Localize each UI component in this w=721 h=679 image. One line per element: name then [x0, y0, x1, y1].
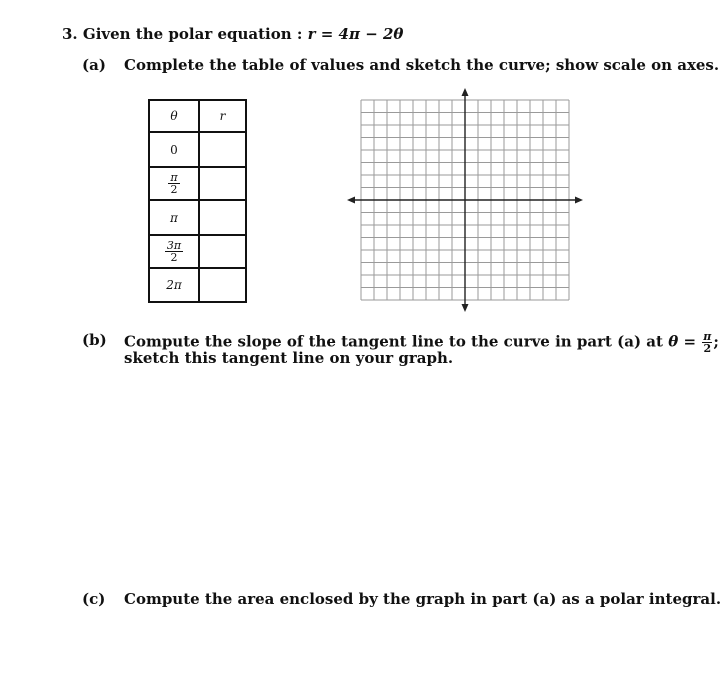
- part-b-text: Compute the slope of the tangent line to the curve in part (a) at: [124, 332, 663, 351]
- y-axis-up-arrow-icon: [462, 88, 469, 96]
- header-theta: θ: [170, 109, 178, 123]
- header-r: r: [219, 109, 226, 123]
- table-row: [149, 132, 246, 167]
- r-value-cell[interactable]: [199, 167, 246, 200]
- r-value-cell[interactable]: [199, 200, 246, 235]
- part-b-label: (b): [82, 331, 107, 349]
- part-c-label: (c): [82, 590, 106, 608]
- r-value-cell[interactable]: [199, 132, 246, 167]
- theta-value: 0: [170, 142, 178, 157]
- frac-denominator: 2: [170, 182, 178, 196]
- equals-sign: =: [683, 332, 697, 351]
- part-a-label: (a): [82, 56, 106, 74]
- table-row: [149, 268, 246, 302]
- polar-equation: r = 4π − 2θ: [307, 25, 404, 43]
- values-table: [148, 99, 247, 303]
- theta-fraction: [168, 172, 179, 195]
- r-value-cell[interactable]: [199, 235, 246, 268]
- table-row: [149, 167, 246, 200]
- table-row: [149, 235, 246, 268]
- part-b-text-line2: sketch this tangent line on your graph.: [124, 349, 454, 367]
- part-c-text: Compute the area enclosed by the graph in part (a) as a polar integral.: [124, 590, 721, 608]
- theta-value: 2π: [166, 278, 182, 292]
- frac-denominator: 2: [170, 250, 178, 264]
- y-axis-down-arrow-icon: [462, 304, 469, 312]
- x-axis-left-arrow-icon: [347, 197, 355, 204]
- frac-numerator: π: [170, 170, 178, 184]
- frac-numerator: 3π: [166, 238, 182, 252]
- problem-prompt: Given the polar equation :: [82, 25, 303, 43]
- part-a-text: Complete the table of values and sketch the curve; show scale on axes.: [124, 56, 720, 74]
- table-header-row: [149, 100, 246, 132]
- graph-grid[interactable]: [345, 86, 585, 314]
- frac-denominator: 2: [703, 342, 712, 355]
- r-value-cell[interactable]: [199, 268, 246, 302]
- semicolon: ;: [713, 332, 719, 351]
- theta-fraction: [165, 240, 183, 263]
- x-axis-right-arrow-icon: [575, 197, 583, 204]
- table-row: [149, 200, 246, 235]
- theta-value: π: [170, 210, 178, 225]
- pi-over-two-fraction: [702, 331, 712, 354]
- frac-numerator: π: [703, 330, 712, 343]
- problem-title: [62, 25, 403, 43]
- problem-number: 3.: [62, 25, 78, 43]
- theta-symbol: θ: [668, 332, 679, 351]
